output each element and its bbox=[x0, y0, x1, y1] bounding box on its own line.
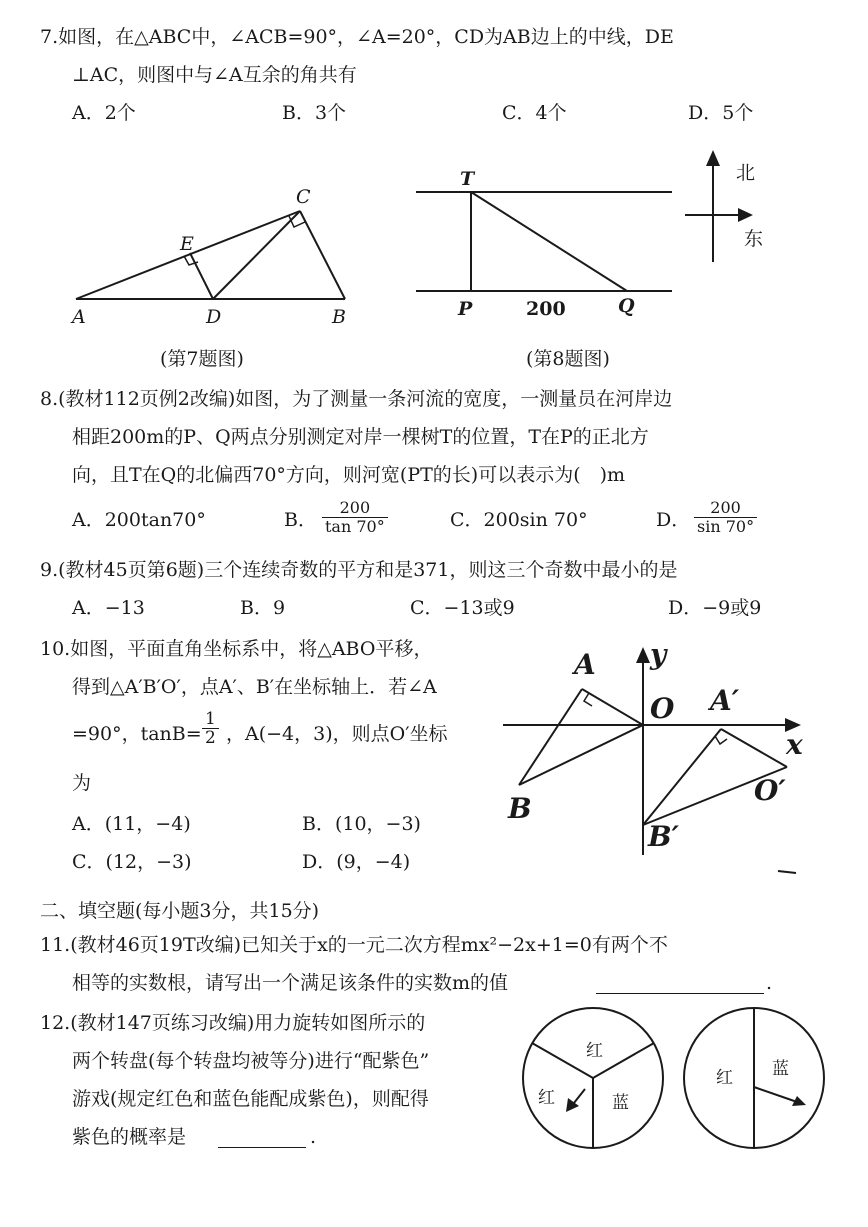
q10-label-b: B bbox=[508, 792, 532, 825]
q8-option-b-letter[interactable]: B． bbox=[284, 509, 317, 531]
spinner-2-sector-left: 红 bbox=[716, 1068, 733, 1088]
q8-label-east: 东 bbox=[744, 228, 764, 250]
q8-option-d-numerator: 200 bbox=[694, 499, 757, 518]
q7-label-d: D bbox=[206, 306, 222, 328]
q9-option-b[interactable]: B．9 bbox=[240, 597, 286, 619]
q8-option-b-denominator: tan 70° bbox=[325, 517, 385, 536]
q10-stem-line3b: ，A(−4，3)，则点O′坐标 bbox=[226, 723, 448, 745]
q10-option-a[interactable]: A．(11，−4) bbox=[72, 813, 191, 835]
spinner-2-sector-right: 蓝 bbox=[772, 1059, 789, 1079]
q9-option-c[interactable]: C．−13或9 bbox=[410, 597, 515, 619]
q12-stem-line3: 游戏(规定红色和蓝色能配成紫色)，则配得 bbox=[72, 1088, 429, 1110]
spinner-1-sector-top: 红 bbox=[586, 1041, 603, 1061]
q8-option-d-letter[interactable]: D． bbox=[656, 509, 691, 531]
q8-stem-line1: 8.(教材112页例2改编)如图，为了测量一条河流的宽度，一测量员在河岸边 bbox=[40, 388, 673, 410]
q7-label-c: C bbox=[296, 186, 311, 208]
q8-stem-line2: 相距200m的P、Q两点分别测定对岸一棵树T的位置，T在P的正北方 bbox=[72, 426, 649, 448]
q8-stem-line3: 向，且T在Q的北偏西70°方向，则河宽(PT的长)可以表示为( )m bbox=[72, 464, 626, 486]
q11-stem-line1: 11.(教材46页19T改编)已知关于x的一元二次方程mx²−2x+1=0有两个不 bbox=[40, 934, 668, 956]
q7-label-b: B bbox=[332, 306, 346, 328]
q10-stem-line4: 为 bbox=[72, 772, 92, 794]
q10-option-c[interactable]: C．(12，−3) bbox=[72, 851, 192, 873]
q7-stem-line2: ⊥AC，则图中与∠A互余的角共有 bbox=[72, 64, 357, 86]
q8-option-b-numerator: 200 bbox=[322, 499, 388, 518]
q7-figure-caption: (第7题图) bbox=[160, 348, 244, 370]
q10-label-o-prime: O′ bbox=[754, 774, 786, 807]
q12-stem-line1: 12.(教材147页练习改编)用力旋转如图所示的 bbox=[40, 1012, 426, 1034]
q8-label-distance: 200 bbox=[526, 298, 566, 320]
q7-option-b[interactable]: B．3个 bbox=[282, 102, 347, 124]
q10-label-y: y bbox=[650, 638, 667, 671]
q8-label-q: Q bbox=[618, 295, 635, 317]
q7-label-a: A bbox=[72, 306, 86, 328]
q10-option-b[interactable]: B．(10，−3) bbox=[302, 813, 421, 835]
q10-fraction-denominator: 2 bbox=[205, 728, 216, 748]
section2-title: 二、填空题(每小题3分，共15分) bbox=[40, 900, 320, 922]
q8-figure-caption: (第8题图) bbox=[526, 348, 610, 370]
q9-option-a[interactable]: A．−13 bbox=[72, 597, 145, 619]
q7-option-d[interactable]: D．5个 bbox=[688, 102, 754, 124]
q10-label-a-prime: A′ bbox=[710, 684, 740, 717]
q10-stem-line3a: =90°，tanB= bbox=[72, 723, 202, 745]
q8-label-t: T bbox=[460, 168, 475, 190]
q10-label-o: O bbox=[650, 692, 675, 725]
q11-end-period: . bbox=[766, 972, 773, 994]
q12-end-period: . bbox=[310, 1126, 317, 1148]
q8-option-d-denominator: sin 70° bbox=[697, 517, 755, 536]
q11-stem-line2: 相等的实数根，请写出一个满足该条件的实数m的值 bbox=[72, 972, 509, 994]
q10-stem-line1: 10.如图，平面直角坐标系中，将△ABO平移， bbox=[40, 638, 433, 660]
q12-stem-line2: 两个转盘(每个转盘均被等分)进行“配紫色” bbox=[72, 1050, 430, 1072]
q10-stem-line2: 得到△A′B′O′，点A′、B′在坐标轴上．若∠A bbox=[72, 676, 437, 698]
q10-label-x: x bbox=[786, 728, 803, 761]
q10-fraction-numerator: 1 bbox=[202, 710, 219, 729]
spinner-1-sector-right: 蓝 bbox=[612, 1093, 629, 1113]
q8-label-north: 北 bbox=[736, 162, 756, 184]
q10-option-d[interactable]: D．(9，−4) bbox=[302, 851, 411, 873]
q9-stem-line1: 9.(教材45页第6题)三个连续奇数的平方和是371，则这三个奇数中最小的是 bbox=[40, 559, 678, 581]
q8-option-a[interactable]: A．200tan70° bbox=[72, 509, 206, 531]
q7-stem-line1: 7.如图，在△ABC中，∠ACB=90°，∠A=20°，CD为AB边上的中线，DE bbox=[40, 26, 674, 48]
q7-option-c[interactable]: C．4个 bbox=[502, 102, 567, 124]
spinner-1-sector-left: 红 bbox=[538, 1088, 555, 1108]
q10-label-a: A bbox=[574, 648, 596, 681]
q10-label-b-prime: B′ bbox=[648, 820, 680, 853]
q8-label-p: P bbox=[458, 298, 473, 320]
q8-option-c[interactable]: C．200sin 70° bbox=[450, 509, 588, 531]
q7-option-a[interactable]: A．2个 bbox=[72, 102, 136, 124]
q7-label-e: E bbox=[180, 233, 194, 255]
q12-stem-line4: 紫色的概率是 bbox=[72, 1126, 187, 1148]
q9-option-d[interactable]: D．−9或9 bbox=[668, 597, 762, 619]
